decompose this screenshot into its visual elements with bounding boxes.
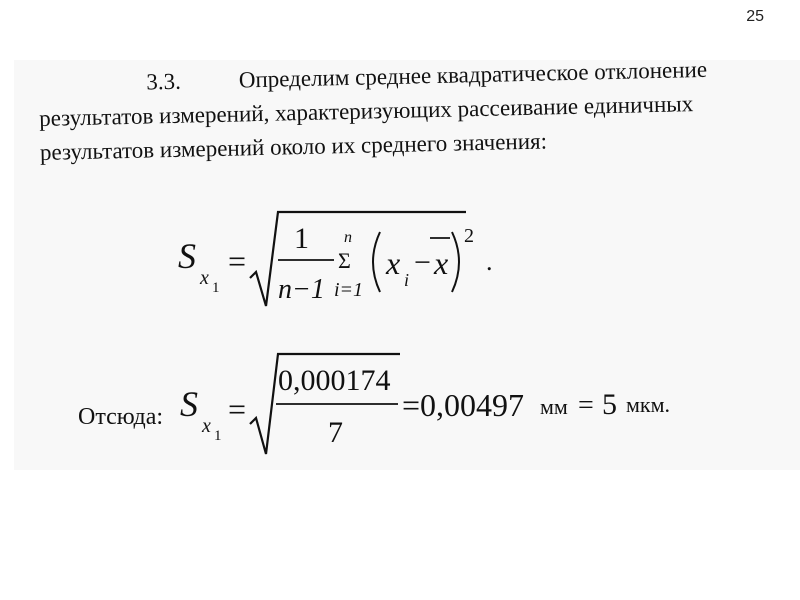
fraction-denominator: n−1 [278, 274, 325, 305]
subscript-1: 1 [214, 428, 222, 444]
paragraph [38, 51, 780, 170]
equals-sign: = [228, 391, 247, 427]
minus-sign: − [414, 246, 431, 279]
subscript-x: x [202, 415, 211, 437]
left-paren [373, 232, 380, 292]
paragraph-line-1: Определим среднее квадратическое отклонение [238, 56, 708, 93]
equals-sign-2: = [578, 390, 594, 421]
term-subscript-i: i [404, 270, 410, 290]
s-symbol: S [178, 236, 196, 276]
unit-mm: мм [540, 394, 568, 419]
mean-x: x [434, 245, 449, 281]
section-number: 3.3. [146, 68, 182, 95]
equals-sign: = [228, 243, 247, 279]
sum-lower-limit: i=1 [334, 279, 364, 301]
subscript-1: 1 [212, 280, 220, 296]
formula-period: . [486, 247, 493, 276]
right-paren [452, 232, 459, 292]
formula-result [78, 350, 718, 460]
formula-std-deviation [178, 206, 518, 316]
term-x: x [386, 245, 401, 281]
result-prefix: Отсюда: [78, 404, 164, 430]
paragraph-line-2: результатов измерений, характеризующих рассеивание единичных [38, 91, 694, 131]
s-symbol: S [180, 384, 198, 424]
sum-sign: Σ [338, 248, 351, 273]
fraction-numerator: 1 [294, 222, 309, 255]
fraction-numerator: 0,000174 [278, 364, 391, 397]
unit-micrometer: мкм. [626, 392, 671, 417]
page-number: 25 [746, 8, 764, 25]
sum-upper-limit: n [344, 229, 352, 246]
fraction-denominator: 7 [328, 416, 343, 449]
value-five: 5 [602, 388, 617, 421]
exponent-2: 2 [464, 225, 474, 247]
result-value: =0,00497 [402, 387, 525, 423]
paragraph-line-3: результатов измерений около их среднего значения: [39, 128, 548, 165]
subscript-x: x [200, 267, 209, 289]
